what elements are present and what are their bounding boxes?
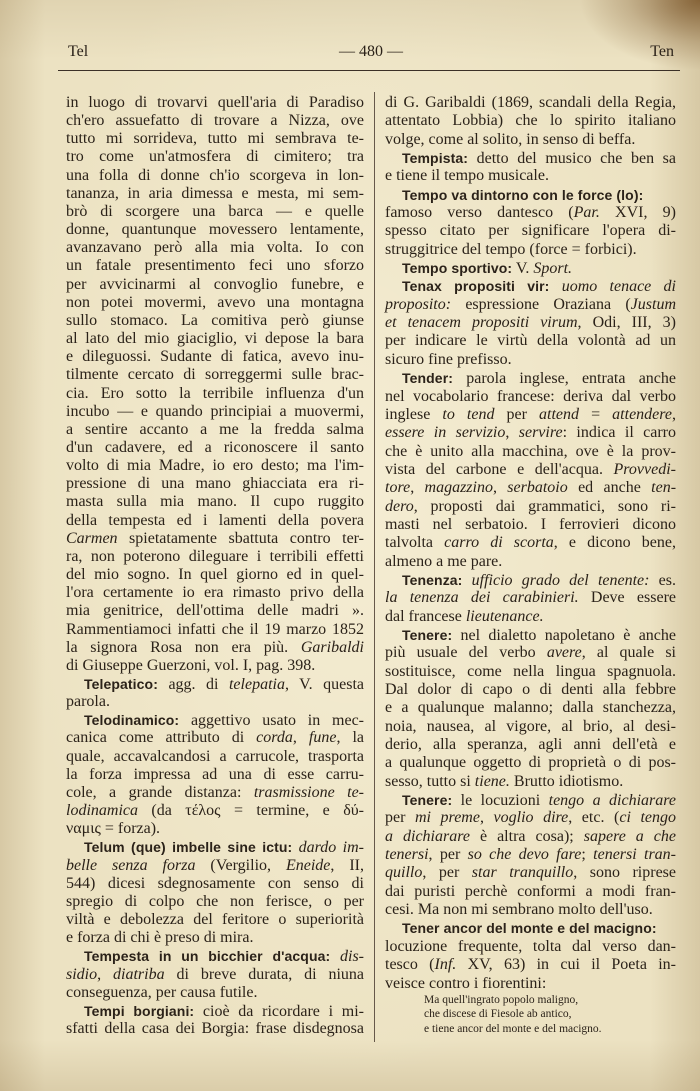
dictionary-entry [385,149,676,186]
text-run: , II, [330,856,365,874]
text-line: ναμις = forza). [66,820,161,838]
text-run: talvolta [385,534,445,552]
text-line [385,369,676,387]
text-run: è altra cosa); [469,827,584,845]
text-line: ra, non poterono dileguare i terribili effetti [66,547,364,565]
text-line: a sentire accanto a me la fredda salma [66,420,364,438]
headword: Tempo sportivo: [402,260,513,277]
text-line: per avvicinarmi al convoglio funebre, e [66,275,364,293]
text-line: dai puristi perchè conformi a modi fran- [385,882,676,900]
text-line [66,857,364,875]
text-run: tesco ( [385,956,435,974]
text-run: espressione Oraziana ( [451,295,631,313]
text-line [385,828,676,846]
italic-text: Garibaldi [300,638,364,656]
text-line: 544) dicesi sdegnosamente con senso di [66,874,364,892]
page-number: — 480 — [339,43,403,60]
text-line: una folla di donne ch'io scorgeva in lon- [66,166,364,184]
text-run: dal francese [385,607,466,625]
text-line [385,479,676,497]
text-line [66,1002,364,1020]
text-line [385,186,676,204]
text-run: , sono riprese [573,864,676,882]
italic-text: lodinamica [66,802,138,820]
text-line: derio, alla speranza, agli anni dell'età e [385,736,676,754]
text-run: , per [428,846,468,864]
text-line [385,296,676,314]
italic-text: ten- [651,479,677,497]
text-line [66,784,364,802]
text-line: della tempesta ed i lamenti della povera [66,511,364,529]
text-line: pressione di una mano ghiacciata era ri- [66,475,364,493]
italic-text: Eneide [285,856,331,874]
italic-text: ufficio grado del tenente: [471,571,650,589]
running-head-right: Ten [650,43,674,60]
italic-text: attend [539,405,580,423]
italic-text: belle senza forza [66,856,196,874]
text-run: , [410,479,425,497]
text-line [66,802,364,820]
text-line: e forza di chi è preso di mira. [66,929,254,947]
text-line [385,277,676,295]
text-run: V. [512,260,534,278]
text-run: le locuzioni [452,792,549,810]
dictionary-entry [66,838,364,947]
text-line: cesi. Ma non mi sembrano molto dell'uso. [385,901,653,919]
text-run: ; [581,846,594,864]
text-line: Rammentiamoci infatti che il 19 marzo 1852 [66,620,364,638]
text-run: sesso, tutto si [385,772,475,790]
text-line: di Giuseppe Guerzoni, vol. I, pag. 398. [66,656,316,674]
italic-text: ci tengo [619,809,677,827]
text-line: non potei movermi, avevo una montagna [66,293,364,311]
text-run: la signora Rosa non era più. [66,638,301,656]
text-run: agg. di [157,676,229,693]
italic-text: Justum [630,295,676,313]
dictionary-entry [385,919,676,992]
italic-text: attendere [612,405,672,423]
text-run: , Odi, III, 3) [577,314,677,332]
entry-continuation [385,94,676,149]
text-line: volge, come al solito, in senso di beffa. [385,130,636,148]
text-run: cioè da ricordare i mi- [194,1002,364,1020]
text-line: la forza impressa ad una di esse carru- [66,765,364,783]
italic-text: tengo a dichiarare [548,792,676,810]
text-line: e dileguossi. Sudante di fatica, avevo inu- [66,348,364,366]
italic-text: Par. [573,204,600,222]
text-line: del mio sogno. In quel giorno ed in quel- [66,566,364,584]
text-run: , V. questa [284,676,364,693]
italic-text: et tenacem propositi virum [385,314,578,332]
text-line [385,608,676,626]
text-run: (Vergilio, [195,856,286,874]
italic-text: Carmen [66,529,118,547]
text-line: avanzavano però alla mia volta. Io con [66,239,364,257]
italic-text: so che devo fare [467,846,582,864]
running-header [66,40,676,64]
italic-text: to tend [442,405,495,423]
italic-text: tiene. [474,772,510,790]
verse-line: e tiene ancor del monte e del macigno. [424,1023,602,1036]
text-line: parola. [66,693,110,711]
headword: Tempista: [402,150,468,167]
text-line [385,424,676,442]
column-right [385,94,676,1037]
text-line: sullo stomaco. La comitiva però giunse [66,311,364,329]
italic-text: la tenenza dei carabinieri. [385,589,579,607]
italic-text: telepatia [228,676,285,693]
text-line: tutto mi sorrideva, tutto mi sembrava te- [66,130,364,148]
text-line: a qualunque oggetto di proprietà o di pos- [385,754,676,772]
text-run: , [292,729,309,747]
italic-text: dardo im- [298,839,364,857]
text-line [385,644,676,662]
italic-text: trasmissione te- [253,783,364,801]
text-run [549,278,561,295]
italic-text: Provvedi- [613,460,676,478]
text-run: inglese [385,405,443,423]
text-line [66,966,364,984]
text-line: che è unito alla macchina, ove è la prov- [385,442,676,460]
text-line: l'ora certamente io era rimasto privo della [66,584,364,602]
headword: Tenere: [402,626,453,643]
text-line: nel vocabolario francese: deriva dal verbo [385,387,676,405]
text-line: per indicare le virtù della volontà ad un [385,332,676,350]
text-run: parola inglese, entrata anche [453,370,676,388]
running-head-left: Tel [68,43,89,60]
text-line [385,149,676,167]
headword: Telodinamico: [84,712,180,729]
text-line: tro come un'atmosfera di cimitero; tra [66,148,364,166]
italic-text: mi preme [415,809,480,827]
text-run: ed anche [567,479,652,497]
italic-text: proposito: [385,295,452,313]
text-run: di breve durata, di niuna [164,965,365,983]
headword: Tenere: [402,792,453,809]
text-run: nel dialetto napoletano è anche [452,626,676,644]
italic-text: uomo tenace di [561,278,677,296]
headword: Tenenza: [402,571,463,588]
italic-text: voglio dire [493,809,569,827]
text-line: donne, quantunque movessero lentamente, [66,221,364,239]
text-run: , per [422,864,472,882]
text-line [385,406,676,424]
header-rule [58,70,680,71]
text-line: veisce contro i fiorentini: [385,974,547,992]
text-line: un fatale presentimento feci uno sforzo [66,257,364,275]
italic-text: servire [518,424,563,442]
text-line: ch'ero assuefatto di trovare a Nizza, ove [66,112,364,130]
text-line [385,919,676,937]
dictionary-entry [385,186,676,259]
text-line: tananza, in aria dimessa e mesta, mi sem- [66,184,364,202]
headword: Tender: [402,370,453,387]
italic-text: quillo [385,864,423,882]
headword: Telum (que) imbelle sine ictu: [84,839,293,856]
text-line [66,947,364,965]
italic-text: sapere a che [583,827,677,845]
text-run: , [97,965,114,983]
text-run: , proposti dai grammatici, sono ri- [413,497,676,515]
text-line: masti nel serbatoio. I ferrovieri dicono [385,515,676,533]
text-line [385,534,676,552]
italic-text: diatriba [113,965,165,983]
italic-text: Sport. [533,260,573,278]
text-run: spietatamente sbattuta contro ter- [117,529,364,547]
text-line: cia. Ero sotto la terribile influenza d'un [66,384,364,402]
text-line: spesso citato per significare l'opera di- [385,222,676,240]
text-line: masta sulla mia mano. Il cupo ruggito [66,493,364,511]
italic-text: dero [385,497,414,515]
text-run: = [579,405,613,423]
text-run: , [492,479,508,497]
text-run: , [479,809,494,827]
text-line: sicuro fine prefisso. [385,350,512,368]
text-line [66,530,364,548]
italic-text: a dichiarare [385,827,470,845]
text-line [385,571,676,589]
text-run: Brutto idiotismo. [509,772,624,790]
text-line: e a qualunque malanno; dalla stanchezza, [385,699,676,717]
text-line: noia, nausea, al vigore, al brio, al desi- [385,717,676,735]
text-run: cole, a grande distanza: [66,783,254,801]
text-line: attentato Lobbia) che lo spirito italiano [385,112,676,130]
text-line [385,791,676,809]
text-line: spregio di colpo che non ferisce, o per [66,892,364,910]
text-line [385,498,676,516]
text-line [385,846,676,864]
text-run: Deve essere [578,589,677,607]
text-run: aggettivo usato in mec- [179,712,364,730]
italic-text: tore [385,479,411,497]
text-line: Dal dolor di capo o di denti alla febbre [385,681,676,698]
italic-text: dis- [340,948,364,966]
headword: Tempesta in un bicchier d'acqua: [84,948,331,965]
text-run [462,572,471,589]
text-run: per [385,809,415,827]
dictionary-entry [385,259,676,277]
text-run: più usuale del verbo [385,644,547,662]
text-line: struggitrice del tempo (force = forbici). [385,240,637,258]
italic-text: essere in servizio [385,424,506,442]
entry-continuation [66,94,364,675]
text-line [385,809,676,827]
text-line [66,711,364,729]
dictionary-entry [66,947,364,1001]
text-line: tilmente cercato di sorreggermi sulle brac- [66,366,364,384]
italic-text: tenersi [385,846,429,864]
verse-line: che discese di Fiesole ab antico, [424,1008,572,1021]
text-line: brò di scorgere una barca — e quelle [66,202,364,220]
dictionary-entry [385,369,676,571]
italic-text: carro di scorta [444,534,554,552]
text-run: : indica il carro [562,424,676,442]
text-line: d'un cadavere, ed a riconoscere il santo [66,438,364,456]
text-line [385,864,676,882]
text-line [385,461,676,479]
text-run: vista del carbone e dell'acqua. [385,460,614,478]
italic-text: lieutenance. [465,607,544,625]
column-divider [374,92,375,1042]
text-run: , la [336,729,365,747]
headword: Tempi borgiani: [84,1002,195,1019]
dictionary-entry [385,791,676,919]
text-run: , [505,424,519,442]
text-run: , e dicono bene, [553,534,676,552]
verse-quote [385,993,676,1037]
text-line [66,675,364,693]
text-line: sostituisce, come nella lingua spagnuola. [385,662,676,680]
text-line [385,204,676,222]
text-line: quale, accavalcandosi a carrucole, trasporta [66,747,364,765]
text-line: locuzione frequente, tolta dal verso dan- [385,937,676,955]
italic-text: sidio [66,965,98,983]
italic-text: Inf. [434,956,457,974]
italic-text: fune [308,729,337,747]
headword: Tenax propositi vir: [402,278,550,295]
text-line [66,838,364,856]
dictionary-entry [66,675,364,711]
text-line: almeno a me pare. [385,552,503,570]
text-line [385,956,676,974]
text-run [330,948,340,965]
headword: Tempo va dintorno con le force (lo): [402,186,644,203]
text-line [66,729,364,747]
text-run: XV, 63) in cui il Poeta in- [456,956,677,974]
text-line: conseguenza, per causa futile. [66,983,258,1001]
text-line: al lato del mio giaciglio, vi depose la bara [66,330,364,348]
text-run: , al quale si [581,644,676,662]
text-line [66,639,364,657]
headword: Tener ancor del monte e del macigno: [402,920,657,937]
text-run: per [494,405,540,423]
text-run: XVI, 9) [599,204,676,222]
italic-text: serbatoio [507,479,568,497]
text-line: sfatti della casa dei Borgia: frase disdegnosa [66,1019,364,1037]
dictionary-entry [66,711,364,838]
text-line: incubo — e quando principiai a muovermi, [66,402,364,420]
text-run: canica come attributo di [66,729,257,747]
text-line [385,626,676,644]
column-left [66,94,364,1038]
text-run: , etc. ( [568,809,620,827]
text-run: famoso verso dantesco ( [385,204,574,222]
text-line [385,259,676,277]
verse-line: Ma quell'ingrato popolo maligno, [424,993,579,1006]
text-run: , [672,405,676,423]
dictionary-entry [385,571,676,626]
text-line: e tiene il tempo musicale. [385,167,549,185]
dictionary-entry [385,626,676,791]
text-run: es. [649,571,677,589]
text-line: mia genitrice, dell'ottima delle madri ». [66,602,364,620]
text-line: viltà e debolezza del feritore o superiorità [66,911,364,929]
dictionary-entry [385,277,676,369]
text-line [385,773,676,791]
text-line: volto di mia Madre, io ero desto; ma l'im- [66,457,364,475]
headword: Telepatico: [84,676,158,692]
text-line: di G. Garibaldi (1869, scandali della Regia, [385,94,676,111]
italic-text: corda [256,729,293,747]
italic-text: star tranquillo [471,864,574,882]
text-line: in luogo di trovarvi quell'aria di Paradiso [66,94,364,111]
italic-text: avere [546,644,582,662]
text-run: (da τέλος = termine, e δύ- [138,802,364,820]
text-line [385,589,676,607]
dictionary-entry [66,1002,364,1038]
text-run: detto del musico che ben sa [468,150,676,168]
italic-text: tenersi tran- [593,846,677,864]
italic-text: magazzino [424,479,493,497]
text-line [385,314,676,332]
